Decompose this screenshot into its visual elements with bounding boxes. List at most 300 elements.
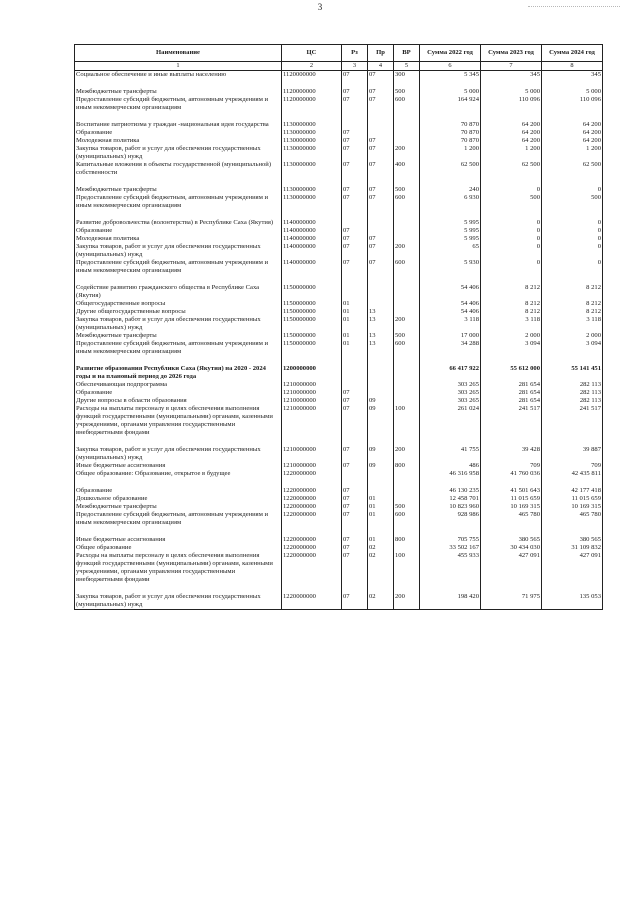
table-row <box>75 145 603 161</box>
cell-sum-2024: 0 <box>542 227 603 235</box>
table-row <box>75 161 603 177</box>
cell-cs: 1210000000 <box>282 462 342 470</box>
spacer-cell <box>420 437 481 446</box>
cell-cs: 1140000000 <box>282 235 342 243</box>
cell-pr: 01 <box>368 495 394 503</box>
cell-cs: 1140000000 <box>282 259 342 275</box>
table-row <box>75 227 603 235</box>
cell-sum-2023: 62 500 <box>481 161 542 177</box>
cell-vr: 800 <box>394 462 420 470</box>
cell-cs: 1150000000 <box>282 300 342 308</box>
cell-name: Другие общегосударственные вопросы <box>75 308 282 316</box>
spacer-cell <box>75 527 282 536</box>
spacer-cell <box>481 275 542 284</box>
cell-name: Предоставление субсидий бюджетным, автономным учреждениям и иным некоммерческим организациям <box>75 259 282 275</box>
cell-sum-2023: 41 760 036 <box>481 470 542 478</box>
cell-sum-2023: 41 501 643 <box>481 487 542 495</box>
spacer-cell <box>368 177 394 186</box>
cell-sum-2024: 282 113 <box>542 397 603 405</box>
cell-name: Расходы на выплаты персоналу в целях обеспечения выполнения функций государственными (муниципальными) органами, казенными учреждениями, органами управления государственными внебюджетными фондами <box>75 405 282 437</box>
spacer-cell <box>342 356 368 365</box>
cell-rz: 07 <box>342 495 368 503</box>
cell-sum-2024: 282 113 <box>542 381 603 389</box>
cell-sum-2022: 5 995 <box>420 219 481 227</box>
cell-sum-2023: 3 118 <box>481 316 542 332</box>
cell-sum-2022: 303 265 <box>420 397 481 405</box>
cell-sum-2024: 39 887 <box>542 446 603 462</box>
cell-sum-2023: 427 091 <box>481 552 542 584</box>
cell-vr <box>394 381 420 389</box>
cell-rz: 01 <box>342 340 368 356</box>
cell-vr: 100 <box>394 552 420 584</box>
budget-table <box>74 44 603 610</box>
cell-name: Закупка товаров, работ и услуг для обеспечения государственных (муниципальных) нужд <box>75 593 282 610</box>
cell-rz: 07 <box>342 503 368 511</box>
spacer-cell <box>368 356 394 365</box>
table-row <box>75 300 603 308</box>
cell-sum-2022: 54 406 <box>420 308 481 316</box>
cell-name: Образование <box>75 227 282 235</box>
cell-rz: 01 <box>342 332 368 340</box>
cell-sum-2024: 345 <box>542 71 603 80</box>
cell-sum-2023: 465 780 <box>481 511 542 527</box>
spacer-cell <box>75 275 282 284</box>
cell-sum-2024: 110 096 <box>542 96 603 112</box>
column-index: 6 <box>420 62 481 71</box>
cell-sum-2024: 5 000 <box>542 88 603 96</box>
cell-sum-2023: 64 200 <box>481 121 542 129</box>
cell-name: Развитие образования Республики Саха (Якутия) на 2020 - 2024 годы и на плановый период до 2026 года <box>75 365 282 381</box>
spacer-cell <box>342 210 368 219</box>
cell-name: Общегосударственные вопросы <box>75 300 282 308</box>
table-row <box>75 593 603 610</box>
cell-sum-2023: 0 <box>481 243 542 259</box>
cell-cs: 1150000000 <box>282 308 342 316</box>
cell-rz: 07 <box>342 389 368 397</box>
spacer-cell <box>542 584 603 593</box>
cell-name: Социальное обеспечение и иные выплаты населению <box>75 71 282 80</box>
cell-name: Иные бюджетные ассигнования <box>75 536 282 544</box>
cell-vr <box>394 137 420 145</box>
cell-cs: 1220000000 <box>282 593 342 610</box>
spacer-cell <box>368 478 394 487</box>
cell-vr <box>394 284 420 300</box>
cell-pr: 07 <box>368 71 394 80</box>
cell-rz: 07 <box>342 145 368 161</box>
table-row <box>75 405 603 437</box>
spacer-cell <box>420 527 481 536</box>
cell-sum-2024: 64 200 <box>542 121 603 129</box>
spacer-cell <box>75 584 282 593</box>
cell-sum-2024: 3 118 <box>542 316 603 332</box>
cell-sum-2022: 62 500 <box>420 161 481 177</box>
spacer-cell <box>75 356 282 365</box>
cell-sum-2022: 928 986 <box>420 511 481 527</box>
cell-sum-2022: 198 420 <box>420 593 481 610</box>
cell-sum-2022: 34 288 <box>420 340 481 356</box>
spacer-cell <box>394 177 420 186</box>
cell-sum-2023: 8 212 <box>481 300 542 308</box>
cell-sum-2024: 64 200 <box>542 137 603 145</box>
cell-rz: 07 <box>342 137 368 145</box>
cell-sum-2022: 46 130 235 <box>420 487 481 495</box>
cell-sum-2023: 64 200 <box>481 137 542 145</box>
cell-name: Межбюджетные трансферты <box>75 186 282 194</box>
cell-sum-2022: 6 930 <box>420 194 481 210</box>
cell-sum-2024: 282 113 <box>542 389 603 397</box>
cell-pr: 01 <box>368 536 394 544</box>
cell-sum-2024: 11 015 659 <box>542 495 603 503</box>
cell-sum-2024: 8 212 <box>542 284 603 300</box>
spacer-cell <box>394 527 420 536</box>
cell-name: Закупка товаров, работ и услуг для обеспечения государственных (муниципальных) нужд <box>75 446 282 462</box>
cell-cs: 1130000000 <box>282 137 342 145</box>
header-sum-2023: Сумма 2023 год <box>481 45 542 62</box>
cell-cs: 1220000000 <box>282 536 342 544</box>
cell-sum-2024: 42 177 418 <box>542 487 603 495</box>
spacer-cell <box>368 584 394 593</box>
cell-vr <box>394 235 420 243</box>
cell-sum-2023: 380 565 <box>481 536 542 544</box>
table-row <box>75 365 603 381</box>
cell-name: Молодежная политика <box>75 235 282 243</box>
cell-name: Дошкольное образование <box>75 495 282 503</box>
table-row <box>75 235 603 243</box>
cell-sum-2024: 0 <box>542 219 603 227</box>
cell-pr <box>368 121 394 129</box>
spacer-cell <box>394 356 420 365</box>
cell-sum-2023: 281 654 <box>481 381 542 389</box>
cell-sum-2022: 46 316 958 <box>420 470 481 478</box>
cell-rz: 07 <box>342 552 368 584</box>
cell-vr: 800 <box>394 536 420 544</box>
spacer-cell <box>394 437 420 446</box>
table-row <box>75 129 603 137</box>
cell-sum-2023: 110 096 <box>481 96 542 112</box>
cell-name: Молодежная политика <box>75 137 282 145</box>
spacer-row <box>75 584 603 593</box>
table-row <box>75 332 603 340</box>
spacer-cell <box>481 210 542 219</box>
table-row <box>75 544 603 552</box>
cell-vr <box>394 300 420 308</box>
cell-rz: 07 <box>342 544 368 552</box>
column-index: 7 <box>481 62 542 71</box>
cell-sum-2022: 303 265 <box>420 381 481 389</box>
cell-cs: 1200000000 <box>282 365 342 381</box>
cell-cs: 1130000000 <box>282 186 342 194</box>
cell-sum-2023: 3 094 <box>481 340 542 356</box>
spacer-cell <box>368 437 394 446</box>
cell-sum-2022: 5 995 <box>420 227 481 235</box>
cell-pr: 07 <box>368 259 394 275</box>
cell-rz: 07 <box>342 235 368 243</box>
page-number: 3 <box>317 2 323 12</box>
cell-rz: 07 <box>342 536 368 544</box>
cell-sum-2022: 240 <box>420 186 481 194</box>
cell-name: Закупка товаров, работ и услуг для обеспечения государственных (муниципальных) нужд <box>75 145 282 161</box>
column-index: 8 <box>542 62 603 71</box>
header-name: Наименование <box>75 45 282 62</box>
cell-pr: 07 <box>368 194 394 210</box>
spacer-cell <box>420 356 481 365</box>
cell-cs: 1220000000 <box>282 552 342 584</box>
cell-sum-2023: 0 <box>481 219 542 227</box>
cell-pr <box>368 365 394 381</box>
cell-vr: 100 <box>394 405 420 437</box>
table-row <box>75 308 603 316</box>
cell-vr: 200 <box>394 243 420 259</box>
cell-sum-2023: 709 <box>481 462 542 470</box>
spacer-cell <box>394 210 420 219</box>
cell-vr: 500 <box>394 503 420 511</box>
spacer-cell <box>481 356 542 365</box>
column-index: 3 <box>342 62 368 71</box>
cell-pr: 07 <box>368 243 394 259</box>
table-row <box>75 381 603 389</box>
cell-sum-2022: 261 024 <box>420 405 481 437</box>
cell-vr <box>394 219 420 227</box>
cell-pr: 07 <box>368 96 394 112</box>
cell-name: Межбюджетные трансферты <box>75 88 282 96</box>
spacer-cell <box>342 177 368 186</box>
cell-vr <box>394 389 420 397</box>
cell-sum-2024: 465 780 <box>542 511 603 527</box>
cell-sum-2023: 0 <box>481 235 542 243</box>
cell-cs: 1120000000 <box>282 96 342 112</box>
table-row <box>75 389 603 397</box>
cell-name: Иные бюджетные ассигнования <box>75 462 282 470</box>
cell-rz: 07 <box>342 96 368 112</box>
cell-rz <box>342 365 368 381</box>
cell-pr: 07 <box>368 145 394 161</box>
cell-name: Образование <box>75 129 282 137</box>
cell-sum-2024: 62 500 <box>542 161 603 177</box>
cell-cs: 1150000000 <box>282 340 342 356</box>
spacer-cell <box>420 112 481 121</box>
spacer-row <box>75 177 603 186</box>
cell-vr <box>394 129 420 137</box>
spacer-row <box>75 356 603 365</box>
spacer-cell <box>75 478 282 487</box>
cell-pr: 02 <box>368 544 394 552</box>
cell-rz: 07 <box>342 511 368 527</box>
cell-vr: 200 <box>394 316 420 332</box>
cell-pr <box>368 129 394 137</box>
cell-name: Общее образование <box>75 544 282 552</box>
table-row <box>75 487 603 495</box>
cell-sum-2024: 2 000 <box>542 332 603 340</box>
cell-pr: 09 <box>368 397 394 405</box>
table-row <box>75 495 603 503</box>
cell-sum-2022: 12 458 701 <box>420 495 481 503</box>
table-row <box>75 194 603 210</box>
cell-name: Развитие добровольчества (волонтерства) в Республике Саха (Якутия) <box>75 219 282 227</box>
cell-sum-2023: 0 <box>481 227 542 235</box>
cell-vr: 200 <box>394 446 420 462</box>
cell-rz: 07 <box>342 593 368 610</box>
cell-sum-2022: 455 933 <box>420 552 481 584</box>
spacer-cell <box>394 275 420 284</box>
table-row <box>75 96 603 112</box>
cell-sum-2024: 1 200 <box>542 145 603 161</box>
cell-sum-2024: 427 091 <box>542 552 603 584</box>
cell-pr: 09 <box>368 405 394 437</box>
cell-cs: 1140000000 <box>282 227 342 235</box>
cell-sum-2023: 5 000 <box>481 88 542 96</box>
spacer-cell <box>420 478 481 487</box>
cell-name: Образование <box>75 487 282 495</box>
column-index: 5 <box>394 62 420 71</box>
spacer-cell <box>542 275 603 284</box>
cell-vr: 500 <box>394 332 420 340</box>
cell-vr: 600 <box>394 96 420 112</box>
cell-pr <box>368 389 394 397</box>
cell-vr <box>394 544 420 552</box>
spacer-cell <box>342 275 368 284</box>
cell-sum-2022: 54 406 <box>420 284 481 300</box>
cell-name: Предоставление субсидий бюджетным, автономным учреждениям и иным некоммерческим организациям <box>75 194 282 210</box>
table-row <box>75 186 603 194</box>
cell-sum-2022: 65 <box>420 243 481 259</box>
cell-pr: 07 <box>368 161 394 177</box>
cell-vr <box>394 397 420 405</box>
cell-cs: 1150000000 <box>282 316 342 332</box>
cell-rz <box>342 284 368 300</box>
spacer-cell <box>481 584 542 593</box>
spacer-cell <box>75 437 282 446</box>
cell-pr <box>368 300 394 308</box>
cell-vr: 200 <box>394 145 420 161</box>
header-sum-2022: Сумма 2022 год <box>420 45 481 62</box>
cell-rz <box>342 470 368 478</box>
cell-name: Закупка товаров, работ и услуг для обеспечения государственных (муниципальных) нужд <box>75 243 282 259</box>
spacer-row <box>75 79 603 88</box>
cell-sum-2023: 64 200 <box>481 129 542 137</box>
cell-name: Капитальные вложения в объекты государственной (муниципальной) собственности <box>75 161 282 177</box>
cell-name: Предоставление субсидий бюджетным, автономным учреждениям и иным некоммерческим организациям <box>75 511 282 527</box>
cell-rz: 07 <box>342 446 368 462</box>
header-cs: ЦС <box>282 45 342 62</box>
cell-vr <box>394 121 420 129</box>
cell-pr: 09 <box>368 446 394 462</box>
cell-cs: 1130000000 <box>282 194 342 210</box>
spacer-cell <box>342 437 368 446</box>
cell-rz: 07 <box>342 397 368 405</box>
cell-vr <box>394 308 420 316</box>
cell-cs: 1210000000 <box>282 381 342 389</box>
cell-sum-2022: 486 <box>420 462 481 470</box>
spacer-cell <box>394 79 420 88</box>
column-index: 2 <box>282 62 342 71</box>
cell-sum-2023: 10 169 315 <box>481 503 542 511</box>
cell-name: Содействие развитию гражданского общества в Республике Саха (Якутия) <box>75 284 282 300</box>
table-row <box>75 446 603 462</box>
cell-rz: 07 <box>342 462 368 470</box>
cell-cs: 1150000000 <box>282 332 342 340</box>
header-pr: Пр <box>368 45 394 62</box>
spacer-cell <box>282 79 342 88</box>
spacer-cell <box>75 112 282 121</box>
cell-sum-2022: 70 870 <box>420 137 481 145</box>
cell-sum-2022: 33 502 167 <box>420 544 481 552</box>
cell-pr: 01 <box>368 511 394 527</box>
spacer-cell <box>368 527 394 536</box>
cell-vr: 500 <box>394 186 420 194</box>
spacer-row <box>75 437 603 446</box>
spacer-cell <box>282 112 342 121</box>
spacer-cell <box>342 527 368 536</box>
spacer-cell <box>542 527 603 536</box>
cell-sum-2022: 17 000 <box>420 332 481 340</box>
cell-sum-2024: 8 212 <box>542 308 603 316</box>
cell-sum-2022: 5 995 <box>420 235 481 243</box>
cell-pr: 07 <box>368 88 394 96</box>
cell-name: Предоставление субсидий бюджетным, автономным учреждениям и иным некоммерческим организациям <box>75 96 282 112</box>
table-row <box>75 503 603 511</box>
cell-cs: 1120000000 <box>282 71 342 80</box>
cell-sum-2022: 70 870 <box>420 121 481 129</box>
spacer-cell <box>481 527 542 536</box>
table-row <box>75 259 603 275</box>
spacer-cell <box>542 356 603 365</box>
spacer-cell <box>481 112 542 121</box>
spacer-cell <box>542 437 603 446</box>
cell-vr <box>394 227 420 235</box>
cell-cs: 1210000000 <box>282 405 342 437</box>
cell-rz: 07 <box>342 487 368 495</box>
cell-sum-2024: 709 <box>542 462 603 470</box>
cell-sum-2023: 30 434 030 <box>481 544 542 552</box>
cell-sum-2022: 164 924 <box>420 96 481 112</box>
spacer-cell <box>542 112 603 121</box>
cell-rz: 07 <box>342 129 368 137</box>
header-vr: ВР <box>394 45 420 62</box>
cell-rz <box>342 121 368 129</box>
header-sum-2024: Сумма 2024 год <box>542 45 603 62</box>
cell-sum-2022: 705 755 <box>420 536 481 544</box>
cell-cs: 1220000000 <box>282 495 342 503</box>
spacer-cell <box>481 478 542 487</box>
cell-cs: 1130000000 <box>282 161 342 177</box>
spacer-cell <box>481 79 542 88</box>
cell-sum-2022: 41 755 <box>420 446 481 462</box>
cell-sum-2023: 8 212 <box>481 308 542 316</box>
table-row <box>75 552 603 584</box>
spacer-cell <box>368 210 394 219</box>
column-index: 1 <box>75 62 282 71</box>
cell-sum-2024: 64 200 <box>542 129 603 137</box>
cell-rz: 01 <box>342 308 368 316</box>
cell-sum-2023: 345 <box>481 71 542 80</box>
cell-pr: 01 <box>368 503 394 511</box>
cell-sum-2023: 0 <box>481 186 542 194</box>
cell-rz: 07 <box>342 186 368 194</box>
spacer-cell <box>420 275 481 284</box>
cell-name: Межбюджетные трансферты <box>75 503 282 511</box>
table-row <box>75 316 603 332</box>
cell-cs: 1130000000 <box>282 129 342 137</box>
table-row <box>75 511 603 527</box>
cell-sum-2023: 500 <box>481 194 542 210</box>
spacer-cell <box>542 478 603 487</box>
spacer-cell <box>342 112 368 121</box>
cell-sum-2022: 3 118 <box>420 316 481 332</box>
cell-name: Общее образование: Образование, открытое в будущее <box>75 470 282 478</box>
spacer-cell <box>420 79 481 88</box>
cell-sum-2022: 54 406 <box>420 300 481 308</box>
table-row <box>75 462 603 470</box>
